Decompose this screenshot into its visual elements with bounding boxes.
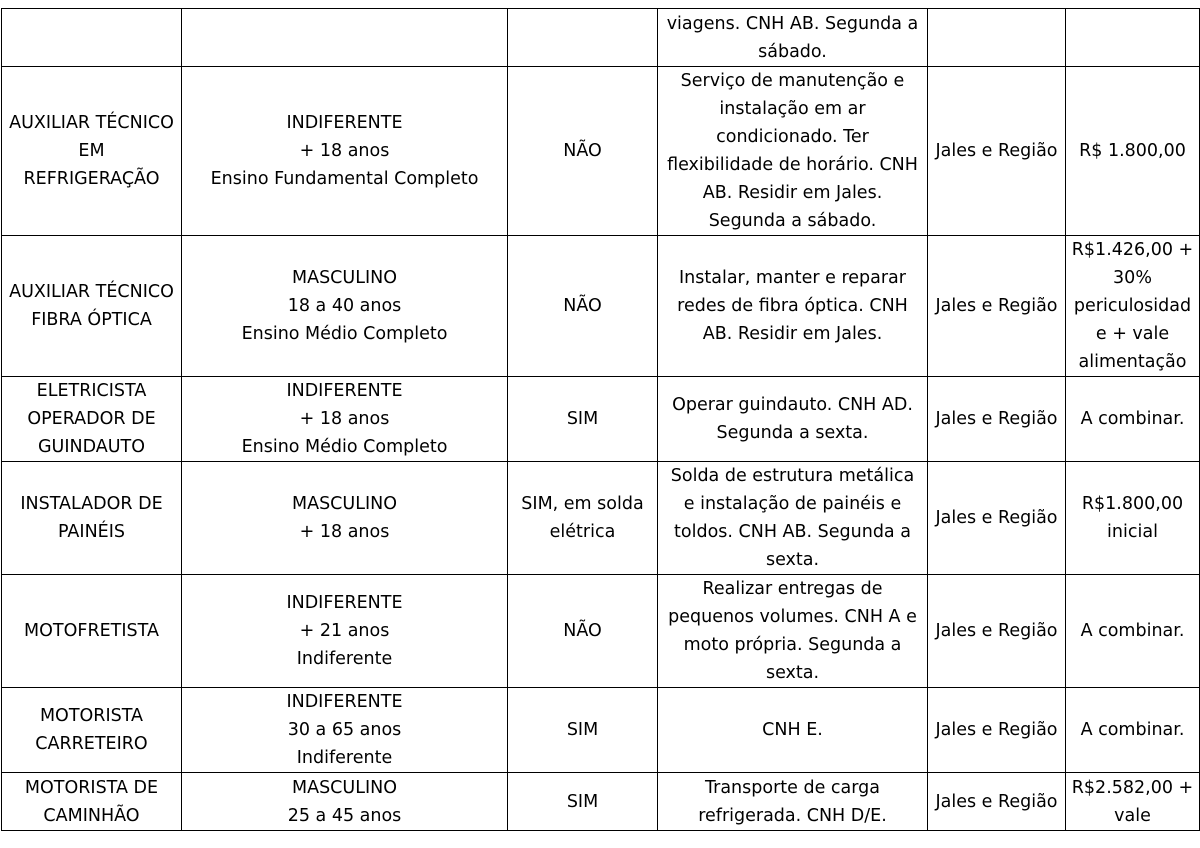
job-title-line: PAINÉIS bbox=[58, 522, 125, 542]
description-cell bbox=[658, 236, 928, 377]
experience-line: elétrica bbox=[549, 522, 616, 542]
profile-line: MASCULINO bbox=[292, 494, 397, 514]
description-cell bbox=[658, 377, 928, 462]
description-line: toldos. CNH AB. Segunda a bbox=[674, 522, 911, 542]
salary-line: vale bbox=[1114, 805, 1151, 826]
description-line: sexta. bbox=[765, 550, 820, 570]
job-title-line: OPERADOR DE bbox=[27, 409, 156, 429]
profile-line: Ensino Fundamental Completo bbox=[210, 169, 479, 189]
profile-line: + 18 anos bbox=[299, 409, 390, 429]
description-line: e instalação de painéis e bbox=[683, 494, 902, 514]
profile-line: MASCULINO bbox=[292, 777, 397, 798]
location-value: Jales e Região bbox=[935, 141, 1058, 161]
job-title-line: MOTORISTA DE bbox=[24, 777, 159, 798]
experience-cell bbox=[508, 688, 658, 773]
job-title-line: FIBRA ÓPTICA bbox=[31, 310, 152, 330]
profile-line: Indiferente bbox=[296, 649, 393, 669]
table-row bbox=[2, 377, 1200, 462]
location-cell bbox=[928, 377, 1066, 462]
profile-line: + 18 anos bbox=[299, 141, 390, 161]
location-cell bbox=[928, 67, 1066, 236]
job-title-line: AUXILIAR TÉCNICO bbox=[9, 282, 174, 302]
profile-line: INDIFERENTE bbox=[286, 692, 403, 712]
description-line: Solda de estrutura metálica bbox=[670, 466, 915, 486]
salary-line: 30% bbox=[1113, 268, 1152, 288]
job-title-cell bbox=[2, 773, 182, 831]
table-row bbox=[2, 688, 1200, 773]
job-title-line: REFRIGERAÇÃO bbox=[23, 169, 160, 189]
salary-line: alimentação bbox=[1078, 352, 1187, 372]
profile-line: 30 a 65 anos bbox=[287, 720, 402, 740]
description-line: sexta. bbox=[765, 663, 820, 683]
job-title-line: INSTALADOR DE bbox=[20, 494, 163, 514]
location-cell bbox=[928, 773, 1066, 831]
job-title-line: GUINDAUTO bbox=[37, 437, 146, 457]
description-cell bbox=[658, 462, 928, 575]
profile-cell bbox=[182, 688, 508, 773]
description-cell bbox=[658, 688, 928, 773]
profile-line: + 21 anos bbox=[299, 621, 390, 641]
description-cell bbox=[658, 67, 928, 236]
description-line: condicionado. Ter bbox=[716, 127, 869, 147]
description-line: moto própria. Segunda a bbox=[683, 635, 902, 655]
location-value: Jales e Região bbox=[935, 621, 1058, 641]
experience-cell bbox=[508, 377, 658, 462]
salary-cell bbox=[1066, 377, 1200, 462]
profile-line: 18 a 40 anos bbox=[287, 296, 402, 316]
profile-cell bbox=[182, 773, 508, 831]
experience-cell bbox=[508, 9, 658, 67]
salary-line: e + vale bbox=[1095, 324, 1170, 344]
description-cell bbox=[658, 773, 928, 831]
experience-value: NÃO bbox=[563, 141, 602, 161]
job-title-cell bbox=[2, 236, 182, 377]
salary-line: A combinar. bbox=[1080, 409, 1185, 429]
job-title-cell bbox=[2, 688, 182, 773]
experience-cell bbox=[508, 575, 658, 688]
description-line: AB. Residir em Jales. bbox=[702, 183, 883, 203]
salary-cell bbox=[1066, 575, 1200, 688]
table-row bbox=[2, 67, 1200, 236]
salary-line: R$ 1.800,00 bbox=[1079, 141, 1186, 161]
profile-line: MASCULINO bbox=[292, 268, 397, 288]
experience-value: NÃO bbox=[563, 621, 602, 641]
job-listings-table bbox=[1, 8, 1200, 831]
salary-line: periculosidad bbox=[1073, 296, 1192, 316]
description-line: instalação em ar bbox=[719, 99, 866, 119]
salary-cell bbox=[1066, 462, 1200, 575]
table-row bbox=[2, 575, 1200, 688]
job-title-cell bbox=[2, 67, 182, 236]
job-title-line: CAMINHÃO bbox=[43, 805, 140, 826]
job-title-cell bbox=[2, 462, 182, 575]
profile-line: INDIFERENTE bbox=[286, 381, 403, 401]
location-cell bbox=[928, 688, 1066, 773]
location-value: Jales e Região bbox=[935, 508, 1058, 528]
job-title-line: CARRETEIRO bbox=[35, 734, 148, 754]
salary-line: R$1.426,00 + bbox=[1071, 240, 1194, 260]
job-title-cell bbox=[2, 575, 182, 688]
job-title-cell bbox=[2, 377, 182, 462]
profile-cell bbox=[182, 462, 508, 575]
job-title-line: MOTORISTA bbox=[39, 706, 144, 726]
profile-line: Ensino Médio Completo bbox=[241, 437, 448, 457]
profile-cell bbox=[182, 236, 508, 377]
location-value: Jales e Região bbox=[935, 720, 1058, 740]
salary-cell bbox=[1066, 236, 1200, 377]
salary-line: A combinar. bbox=[1080, 720, 1185, 740]
location-value: Jales e Região bbox=[935, 791, 1058, 812]
profile-line: 25 a 45 anos bbox=[287, 805, 402, 826]
description-line: Instalar, manter e reparar bbox=[679, 268, 906, 288]
profile-line: Indiferente bbox=[296, 748, 393, 768]
salary-cell bbox=[1066, 773, 1200, 831]
profile-line: INDIFERENTE bbox=[286, 113, 403, 133]
salary-cell bbox=[1066, 688, 1200, 773]
job-title-line: AUXILIAR TÉCNICO bbox=[9, 113, 174, 133]
table-row bbox=[2, 773, 1200, 831]
description-line: pequenos volumes. CNH A e bbox=[668, 607, 917, 627]
experience-value: NÃO bbox=[563, 296, 602, 316]
description-line: Operar guindauto. CNH AD. bbox=[672, 395, 913, 415]
location-value: Jales e Região bbox=[935, 409, 1058, 429]
table-row-continued bbox=[2, 9, 1200, 67]
description-line: Segunda a sexta. bbox=[716, 423, 869, 443]
location-cell bbox=[928, 575, 1066, 688]
description-line: AB. Residir em Jales. bbox=[702, 324, 883, 344]
salary-line: inicial bbox=[1107, 522, 1158, 542]
profile-cell bbox=[182, 377, 508, 462]
description-line: Transporte de carga bbox=[705, 777, 880, 798]
experience-cell bbox=[508, 67, 658, 236]
profile-line: Ensino Médio Completo bbox=[241, 324, 448, 344]
description-line: flexibilidade de horário. CNH bbox=[667, 155, 918, 175]
salary-line: A combinar. bbox=[1080, 621, 1185, 641]
job-title-line: EM bbox=[78, 141, 105, 161]
salary-cell bbox=[1066, 67, 1200, 236]
description-line: refrigerada. CNH D/E. bbox=[698, 805, 887, 826]
description-line: Serviço de manutenção e bbox=[680, 71, 905, 91]
salary-cell bbox=[1066, 9, 1200, 67]
location-cell bbox=[928, 9, 1066, 67]
experience-value: SIM bbox=[566, 409, 599, 429]
job-title-line: ELETRICISTA bbox=[36, 381, 147, 401]
location-value: Jales e Região bbox=[935, 296, 1058, 316]
description-line: CNH E. bbox=[762, 720, 823, 740]
profile-cell bbox=[182, 67, 508, 236]
table-row bbox=[2, 462, 1200, 575]
description-cell bbox=[658, 575, 928, 688]
description-line: Realizar entregas de bbox=[702, 579, 883, 599]
profile-cell bbox=[182, 9, 508, 67]
experience-cell bbox=[508, 462, 658, 575]
experience-cell bbox=[508, 236, 658, 377]
description-line: sábado. bbox=[758, 41, 827, 62]
profile-line: + 18 anos bbox=[299, 522, 390, 542]
profile-cell bbox=[182, 575, 508, 688]
description-line: viagens. CNH AB. Segunda a bbox=[666, 13, 919, 34]
job-title-line: MOTOFRETISTA bbox=[24, 621, 159, 641]
description-line: redes de fibra óptica. CNH bbox=[677, 296, 908, 316]
profile-line: INDIFERENTE bbox=[286, 593, 403, 613]
experience-value: SIM bbox=[566, 791, 599, 812]
description-line: Segunda a sábado. bbox=[708, 211, 877, 231]
experience-line: SIM, em solda bbox=[521, 494, 644, 514]
experience-value: SIM bbox=[566, 720, 599, 740]
description-cell bbox=[658, 9, 928, 67]
table-row bbox=[2, 236, 1200, 377]
job-title-cell bbox=[2, 9, 182, 67]
salary-line: R$1.800,00 bbox=[1081, 494, 1184, 514]
experience-cell bbox=[508, 773, 658, 831]
salary-line: R$2.582,00 + bbox=[1071, 777, 1194, 798]
location-cell bbox=[928, 462, 1066, 575]
location-cell bbox=[928, 236, 1066, 377]
